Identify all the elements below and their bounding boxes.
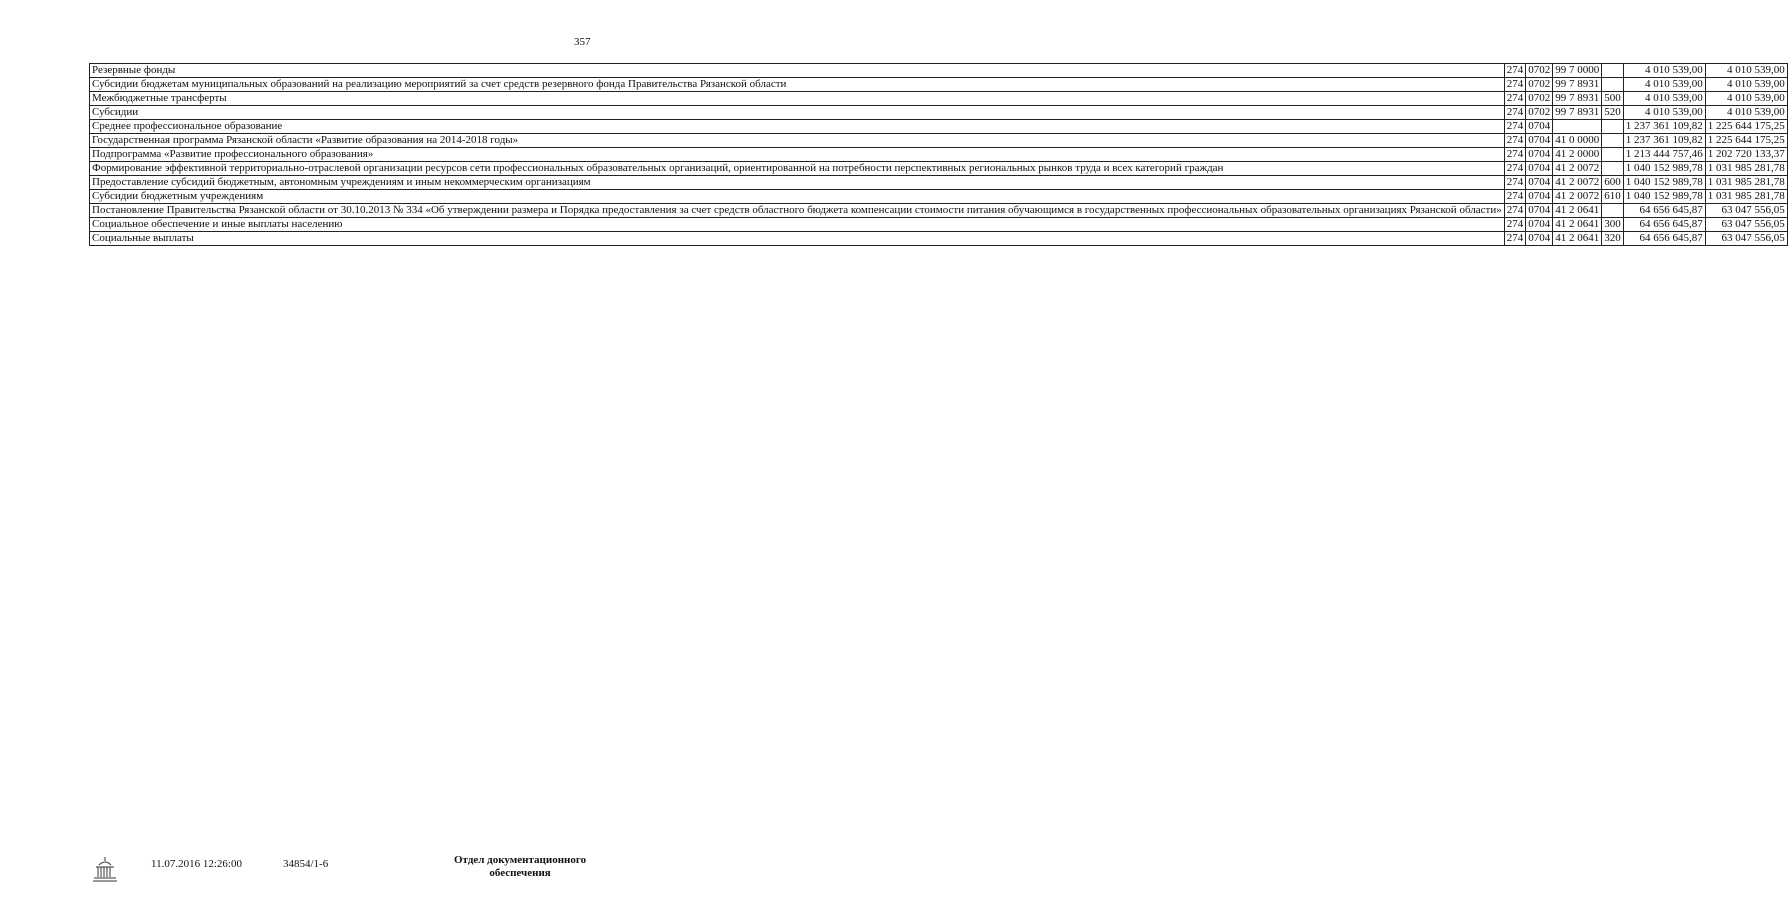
table-row [90,92,1788,106]
row-amount-executed: 63 047 556,05 [1705,232,1787,246]
row-amount-planned: 4 010 539,00 [1623,106,1705,120]
row-target-article: 99 7 8931 [1553,106,1602,120]
footer-department-line2: обеспечения [489,867,551,879]
row-section-code: 0702 [1526,64,1553,78]
table-row [90,176,1788,190]
table-row [90,134,1788,148]
row-name: Резервные фонды [90,64,1505,78]
row-amount-executed: 63 047 556,05 [1705,218,1787,232]
footer-department [454,854,586,880]
row-name: Подпрограмма «Развитие профессионального образования» [90,148,1505,162]
row-section-code: 0704 [1526,176,1553,190]
row-amount-planned: 64 656 645,87 [1623,204,1705,218]
row-amount-executed: 1 202 720 133,37 [1705,148,1787,162]
row-department-code: 274 [1504,134,1526,148]
row-target-article: 99 7 8931 [1553,92,1602,106]
row-department-code: 274 [1504,204,1526,218]
table-row [90,204,1788,218]
row-department-code: 274 [1504,218,1526,232]
row-target-article: 41 2 0641 [1553,218,1602,232]
row-amount-planned: 1 040 152 989,78 [1623,162,1705,176]
row-expense-type: 610 [1602,190,1624,204]
budget-table [89,63,1788,246]
row-expense-type: 320 [1602,232,1624,246]
row-amount-planned: 1 237 361 109,82 [1623,134,1705,148]
row-department-code: 274 [1504,106,1526,120]
row-expense-type [1602,162,1624,176]
row-amount-planned: 4 010 539,00 [1623,78,1705,92]
row-name: Социальное обеспечение и иные выплаты населению [90,218,1505,232]
row-expense-type [1602,120,1624,134]
footer-document-number: 34854/1-6 [283,858,329,870]
table-row [90,190,1788,204]
table-row [90,218,1788,232]
row-department-code: 274 [1504,176,1526,190]
row-name: Межбюджетные трансферты [90,92,1505,106]
row-expense-type: 520 [1602,106,1624,120]
row-target-article: 41 2 0072 [1553,176,1602,190]
row-name: Государственная программа Рязанской области «Развитие образования на 2014-2018 годы» [90,134,1505,148]
row-section-code: 0704 [1526,134,1553,148]
row-department-code: 274 [1504,232,1526,246]
budget-table-body [90,64,1788,246]
row-amount-executed: 4 010 539,00 [1705,106,1787,120]
row-expense-type [1602,64,1624,78]
row-target-article: 41 2 0000 [1553,148,1602,162]
row-target-article [1553,120,1602,134]
row-section-code: 0704 [1526,190,1553,204]
row-section-code: 0704 [1526,232,1553,246]
row-amount-planned: 1 040 152 989,78 [1623,176,1705,190]
row-department-code: 274 [1504,148,1526,162]
row-expense-type: 500 [1602,92,1624,106]
row-name: Субсидии бюджетам муниципальных образований на реализацию мероприятий за счет средств резервного фонда Правительства Рязанской области [90,78,1505,92]
row-name: Социальные выплаты [90,232,1505,246]
row-amount-planned: 64 656 645,87 [1623,232,1705,246]
table-row [90,64,1788,78]
row-expense-type: 300 [1602,218,1624,232]
row-target-article: 41 0 0000 [1553,134,1602,148]
row-amount-planned: 64 656 645,87 [1623,218,1705,232]
page-number: 357 [574,36,591,48]
row-section-code: 0702 [1526,106,1553,120]
row-amount-executed: 1 031 985 281,78 [1705,190,1787,204]
row-expense-type [1602,134,1624,148]
row-department-code: 274 [1504,92,1526,106]
row-section-code: 0702 [1526,92,1553,106]
row-section-code: 0704 [1526,162,1553,176]
row-department-code: 274 [1504,190,1526,204]
duma-building-icon [90,855,120,885]
row-amount-planned: 4 010 539,00 [1623,64,1705,78]
row-expense-type [1602,204,1624,218]
row-target-article: 41 2 0072 [1553,162,1602,176]
row-department-code: 274 [1504,162,1526,176]
table-row [90,106,1788,120]
row-department-code: 274 [1504,78,1526,92]
table-row [90,162,1788,176]
row-target-article: 41 2 0641 [1553,204,1602,218]
row-amount-executed: 63 047 556,05 [1705,204,1787,218]
row-target-article: 41 2 0641 [1553,232,1602,246]
table-row [90,120,1788,134]
row-name: Постановление Правительства Рязанской области от 30.10.2013 № 334 «Об утверждении размера и Порядка предоставления за счет средств областного бюджета компенсации стоимости питания обучающимся в государственных профессиональных образовательных организациях Рязанской области» [90,204,1505,218]
row-amount-executed: 4 010 539,00 [1705,92,1787,106]
row-expense-type [1602,148,1624,162]
row-amount-executed: 1 225 644 175,25 [1705,120,1787,134]
row-section-code: 0704 [1526,148,1553,162]
row-section-code: 0702 [1526,78,1553,92]
row-amount-executed: 4 010 539,00 [1705,78,1787,92]
row-amount-planned: 1 040 152 989,78 [1623,190,1705,204]
row-amount-executed: 4 010 539,00 [1705,64,1787,78]
row-amount-planned: 1 237 361 109,82 [1623,120,1705,134]
table-row [90,78,1788,92]
row-department-code: 274 [1504,64,1526,78]
footer-datetime: 11.07.2016 12:26:00 [151,858,242,870]
row-section-code: 0704 [1526,204,1553,218]
row-name: Субсидии бюджетным учреждениям [90,190,1505,204]
row-amount-executed: 1 031 985 281,78 [1705,176,1787,190]
row-name: Предоставление субсидий бюджетным, автономным учреждениям и иным некоммерческим организациям [90,176,1505,190]
row-amount-planned: 4 010 539,00 [1623,92,1705,106]
row-expense-type: 600 [1602,176,1624,190]
row-expense-type [1602,78,1624,92]
row-department-code: 274 [1504,120,1526,134]
row-amount-executed: 1 225 644 175,25 [1705,134,1787,148]
row-name: Субсидии [90,106,1505,120]
row-name: Среднее профессиональное образование [90,120,1505,134]
table-row [90,232,1788,246]
row-target-article: 99 7 8931 [1553,78,1602,92]
row-name: Формирование эффективной территориально-отраслевой организации ресурсов сети профессиональных образовательных организаций, ориентированной на потребности перспективных региональных рынков труда и всех категорий граждан [90,162,1505,176]
row-amount-executed: 1 031 985 281,78 [1705,162,1787,176]
row-section-code: 0704 [1526,120,1553,134]
row-section-code: 0704 [1526,218,1553,232]
row-target-article: 41 2 0072 [1553,190,1602,204]
row-amount-planned: 1 213 444 757,46 [1623,148,1705,162]
footer-department-line1: Отдел документационного [454,854,587,866]
table-row [90,148,1788,162]
row-target-article: 99 7 0000 [1553,64,1602,78]
